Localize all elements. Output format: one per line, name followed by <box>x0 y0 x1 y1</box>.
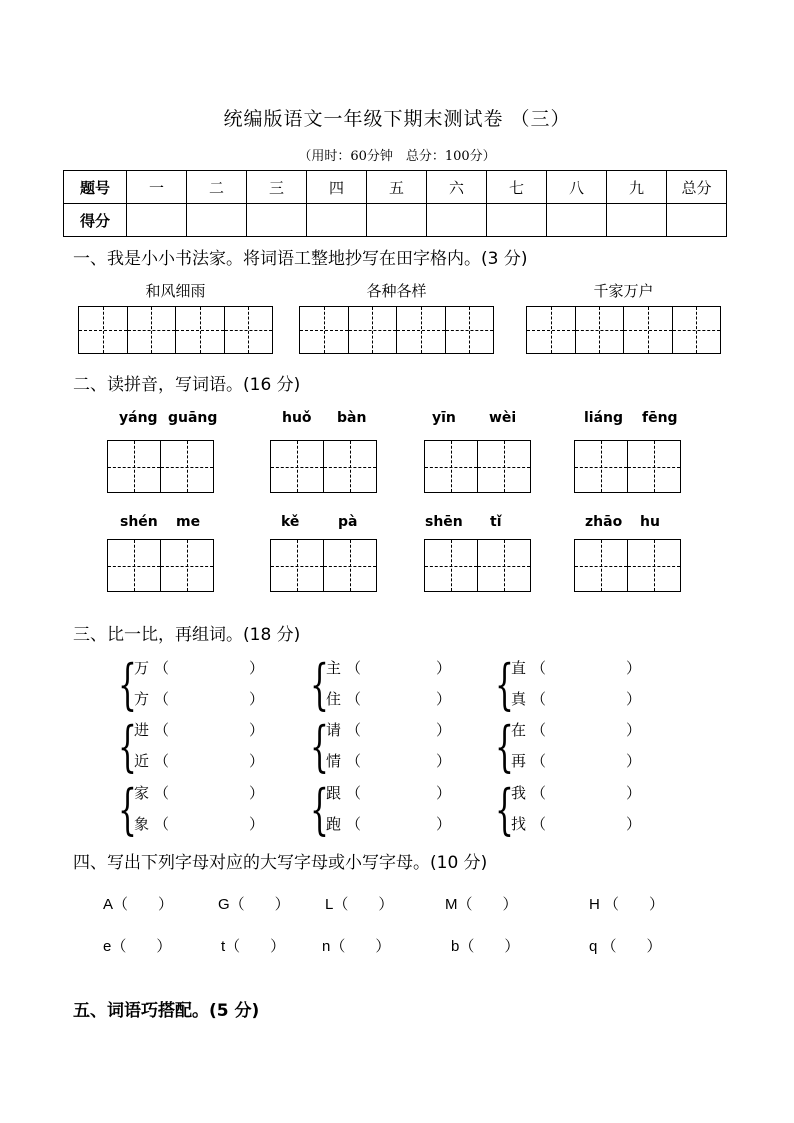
compare-pair <box>495 780 645 840</box>
close-paren: ） <box>626 721 642 739</box>
pinyin: yīn <box>432 410 456 426</box>
grid-cell[interactable] <box>324 441 376 492</box>
close-paren: ） <box>626 815 642 833</box>
brace-glyph: { <box>495 778 514 841</box>
letter-item[interactable]: M（ ） <box>445 896 518 913</box>
open-paren: （ <box>531 659 547 677</box>
compare-char: 进 <box>134 721 150 739</box>
compare-row <box>326 688 451 709</box>
score-table-score-row <box>64 204 727 237</box>
section-3-heading: 三、比一比，再组词。(18 分) <box>73 625 301 645</box>
compare-char: 跑 <box>326 815 342 833</box>
compare-row <box>511 813 641 834</box>
compare-char: 家 <box>134 784 150 802</box>
grid-cell[interactable] <box>446 307 494 353</box>
pinyin: yáng <box>119 410 158 426</box>
compare-row <box>134 657 264 678</box>
close-paren: ） <box>249 721 265 739</box>
score-input-cell[interactable] <box>307 204 367 237</box>
compare-pair <box>118 717 268 777</box>
score-header-label: 题号 <box>64 171 127 204</box>
score-input-cell[interactable] <box>187 204 247 237</box>
score-input-cell[interactable] <box>547 204 607 237</box>
compare-pair <box>495 717 645 777</box>
letter-item[interactable]: n（ ） <box>322 938 391 955</box>
compare-row <box>326 813 451 834</box>
letter-item[interactable]: e（ ） <box>103 938 172 955</box>
compare-char: 住 <box>326 690 342 708</box>
compare-char: 请 <box>326 721 342 739</box>
tianzige-grid[interactable] <box>270 440 377 493</box>
grid-cell[interactable] <box>324 540 376 591</box>
compare-char: 方 <box>134 690 150 708</box>
section-5-heading: 五、词语巧搭配。(5 分) <box>73 1001 260 1021</box>
open-paren: （ <box>154 721 170 739</box>
score-header-cell: 五 <box>367 171 427 204</box>
compare-char: 在 <box>511 721 527 739</box>
compare-char: 直 <box>511 659 527 677</box>
compare-char: 情 <box>326 752 342 770</box>
copy-word: 和风细雨 <box>145 282 206 300</box>
tianzige-grid[interactable] <box>574 440 681 493</box>
grid-cell[interactable] <box>108 441 161 492</box>
grid-cell[interactable] <box>349 307 398 353</box>
compare-row <box>134 813 264 834</box>
compare-char: 我 <box>511 784 527 802</box>
score-table-header-row <box>64 171 727 204</box>
compare-char: 主 <box>326 659 342 677</box>
score-input-cell[interactable] <box>427 204 487 237</box>
open-paren: （ <box>346 690 362 708</box>
pinyin: huǒ <box>282 410 312 426</box>
brace-glyph: { <box>118 715 137 778</box>
score-header-cell: 六 <box>427 171 487 204</box>
close-paren: ） <box>436 690 452 708</box>
compare-row <box>511 719 641 740</box>
compare-row <box>326 750 451 771</box>
open-paren: （ <box>154 784 170 802</box>
copy-word: 各种各样 <box>366 282 427 300</box>
open-paren: （ <box>531 752 547 770</box>
compare-row <box>326 719 451 740</box>
compare-pair <box>310 717 460 777</box>
grid-cell[interactable] <box>225 307 273 353</box>
brace-glyph: { <box>310 715 329 778</box>
compare-pair <box>118 780 268 840</box>
open-paren: （ <box>154 815 170 833</box>
close-paren: ） <box>626 784 642 802</box>
brace-glyph: { <box>310 653 329 716</box>
letter-item[interactable]: H （ ） <box>589 896 665 913</box>
pinyin: kě <box>281 514 300 530</box>
brace-glyph: { <box>495 715 514 778</box>
letter-item[interactable]: q （ ） <box>589 938 662 955</box>
score-input-cell[interactable] <box>367 204 427 237</box>
open-paren: （ <box>531 784 547 802</box>
grid-cell[interactable] <box>478 540 530 591</box>
open-paren: （ <box>531 721 547 739</box>
tianzige-grid[interactable] <box>526 306 721 354</box>
close-paren: ） <box>249 752 265 770</box>
compare-char: 跟 <box>326 784 342 802</box>
close-paren: ） <box>436 721 452 739</box>
open-paren: （ <box>531 690 547 708</box>
pinyin: guāng <box>168 410 218 426</box>
close-paren: ） <box>249 815 265 833</box>
open-paren: （ <box>531 815 547 833</box>
compare-pair <box>310 780 460 840</box>
compare-char: 找 <box>511 815 527 833</box>
grid-cell[interactable] <box>300 307 349 353</box>
grid-cell[interactable] <box>128 307 177 353</box>
compare-pair <box>495 655 645 715</box>
score-input-cell[interactable] <box>667 204 727 237</box>
grid-cell[interactable] <box>425 441 478 492</box>
compare-char: 真 <box>511 690 527 708</box>
close-paren: ） <box>249 690 265 708</box>
tianzige-grid[interactable] <box>424 539 531 592</box>
grid-cell[interactable] <box>397 307 446 353</box>
compare-row <box>511 782 641 803</box>
pinyin: zhāo <box>585 514 623 530</box>
score-header-cell: 九 <box>607 171 667 204</box>
letter-item[interactable]: L（ ） <box>325 896 394 913</box>
grid-cell[interactable] <box>271 540 324 591</box>
tianzige-grid[interactable] <box>574 539 681 592</box>
open-paren: （ <box>346 721 362 739</box>
brace-glyph: { <box>118 778 137 841</box>
section-1-heading: 一、我是小小书法家。将词语工整地抄写在田字格内。(3 分) <box>73 249 528 269</box>
close-paren: ） <box>626 752 642 770</box>
grid-cell[interactable] <box>527 307 576 353</box>
close-paren: ） <box>249 659 265 677</box>
tianzige-grid[interactable] <box>270 539 377 592</box>
letter-item[interactable]: b（ ） <box>451 938 520 955</box>
brace-glyph: { <box>118 653 137 716</box>
open-paren: （ <box>346 752 362 770</box>
letter-item[interactable]: G（ ） <box>218 896 290 913</box>
open-paren: （ <box>346 784 362 802</box>
compare-row <box>511 657 641 678</box>
pinyin: me <box>176 514 201 530</box>
score-header-cell: 总分 <box>667 171 727 204</box>
section-2-heading: 二、读拼音，写词语。(16 分) <box>73 375 301 395</box>
pinyin: fēng <box>642 410 678 426</box>
tianzige-grid[interactable] <box>424 440 531 493</box>
grid-cell[interactable] <box>161 441 213 492</box>
grid-cell[interactable] <box>673 307 721 353</box>
letter-item[interactable]: t（ ） <box>221 938 286 955</box>
score-input-cell[interactable] <box>127 204 187 237</box>
compare-char: 再 <box>511 752 527 770</box>
letter-item[interactable]: A（ ） <box>103 896 174 913</box>
grid-cell[interactable] <box>425 540 478 591</box>
grid-cell[interactable] <box>271 441 324 492</box>
close-paren: ） <box>436 784 452 802</box>
tianzige-grid[interactable] <box>299 306 494 354</box>
pinyin: pà <box>338 514 358 530</box>
score-input-cell[interactable] <box>487 204 547 237</box>
compare-pair <box>118 655 268 715</box>
grid-cell[interactable] <box>624 307 673 353</box>
open-paren: （ <box>346 659 362 677</box>
pinyin: shēn <box>425 514 463 530</box>
page-title: 统编版语文一年级下期末测试卷 （三） <box>223 108 571 130</box>
close-paren: ） <box>626 659 642 677</box>
pinyin: shén <box>120 514 158 530</box>
tianzige-grid[interactable] <box>107 539 214 592</box>
tianzige-grid[interactable] <box>78 306 273 354</box>
pinyin: hu <box>640 514 660 530</box>
compare-row <box>134 750 264 771</box>
compare-pair <box>310 655 460 715</box>
score-header-cell: 二 <box>187 171 247 204</box>
score-header-cell: 四 <box>307 171 367 204</box>
close-paren: ） <box>626 690 642 708</box>
grid-cell[interactable] <box>478 441 530 492</box>
compare-row <box>511 688 641 709</box>
compare-row <box>134 719 264 740</box>
compare-char: 象 <box>134 815 150 833</box>
score-header-cell: 七 <box>487 171 547 204</box>
compare-row <box>511 750 641 771</box>
grid-cell[interactable] <box>628 540 680 591</box>
grid-cell[interactable] <box>108 540 161 591</box>
score-table <box>63 170 727 237</box>
compare-char: 万 <box>134 659 150 677</box>
section-4-heading: 四、写出下列字母对应的大写字母或小写字母。(10 分) <box>73 853 488 873</box>
close-paren: ） <box>436 659 452 677</box>
pinyin: wèi <box>489 410 517 426</box>
close-paren: ） <box>436 815 452 833</box>
brace-glyph: { <box>310 778 329 841</box>
open-paren: （ <box>154 690 170 708</box>
compare-row <box>134 688 264 709</box>
pinyin: liáng <box>584 410 624 426</box>
exam-info: （用时：60分钟 总分：100分） <box>298 149 496 164</box>
score-input-cell[interactable] <box>247 204 307 237</box>
score-row-label: 得分 <box>64 204 127 237</box>
grid-cell[interactable] <box>576 307 625 353</box>
close-paren: ） <box>249 784 265 802</box>
grid-cell[interactable] <box>161 540 213 591</box>
compare-row <box>134 782 264 803</box>
copy-word: 千家万户 <box>593 282 654 300</box>
score-header-cell: 一 <box>127 171 187 204</box>
score-header-cell: 三 <box>247 171 307 204</box>
score-input-cell[interactable] <box>607 204 667 237</box>
score-header-cell: 八 <box>547 171 607 204</box>
open-paren: （ <box>154 752 170 770</box>
grid-cell[interactable] <box>176 307 225 353</box>
pinyin: tǐ <box>490 514 502 530</box>
open-paren: （ <box>346 815 362 833</box>
tianzige-grid[interactable] <box>107 440 214 493</box>
brace-glyph: { <box>495 653 514 716</box>
grid-cell[interactable] <box>79 307 128 353</box>
compare-char: 近 <box>134 752 150 770</box>
compare-row <box>326 782 451 803</box>
compare-row <box>326 657 451 678</box>
grid-cell[interactable] <box>575 540 628 591</box>
grid-cell[interactable] <box>628 441 680 492</box>
grid-cell[interactable] <box>575 441 628 492</box>
open-paren: （ <box>154 659 170 677</box>
pinyin: bàn <box>337 410 367 426</box>
close-paren: ） <box>436 752 452 770</box>
